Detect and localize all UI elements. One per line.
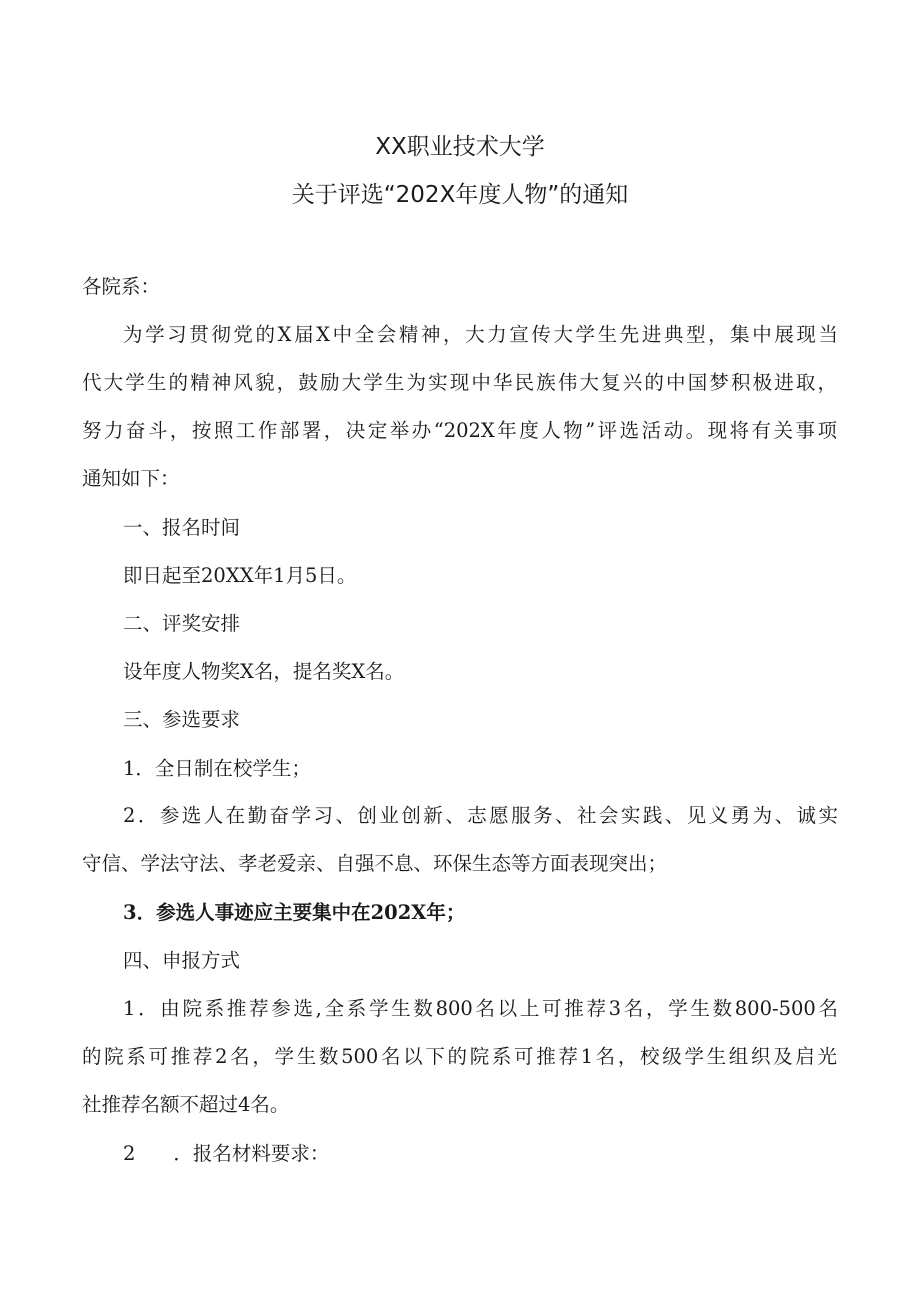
intro-line-3: 努力奋斗，按照工作部署，决定举办“202X年度人物”评选活动。现将有关事项 [82,419,837,442]
section1-text: 即日起至20XX年1月5日。 [123,564,357,587]
section2-heading: 二、评奖安排 [123,612,241,635]
section4-item1-line1: 1．由院系推荐参选,全系学生数800名以上可推荐3名，学生数800-500名 [123,997,838,1020]
intro-line-4: 通知如下： [82,467,180,490]
section3-item3: 3．参选人事迹应主要集中在202X年； [123,901,466,924]
document-title-line1: XX职业技术大学 [375,134,545,160]
section1-heading: 一、报名时间 [123,516,241,539]
section3-item1: 1．全日制在校学生； [123,757,311,780]
section3-item2-line2: 守信、学法守法、孝老爱亲、自强不息、环保生态等方面表现突出； [82,852,668,875]
section4-heading: 四、申报方式 [123,949,241,972]
section3-item2-line1: 2．参选人在勤奋学习、创业创新、志愿服务、社会实践、见义勇为、诚实 [123,804,838,827]
section4-item1-line3: 社推荐名额不超过4名。 [82,1093,290,1116]
section4-item1-line2: 的院系可推荐2名，学生数500名以下的院系可推荐1名，校级学生组织及启光 [82,1045,837,1068]
section3-heading: 三、参选要求 [123,708,241,731]
document-title-line2: 关于评选“202X年度人物”的通知 [291,182,629,208]
section4-item2-text: ．报名材料要求： [173,1142,330,1165]
salutation: 各院系： [82,275,161,298]
section2-text: 设年度人物奖X名，提名奖X名。 [123,660,405,683]
section4-item2 [123,1140,329,1168]
intro-line-2: 代大学生的精神风貌，鼓励大学生为实现中华民族伟大复兴的中国梦积极进取， [82,371,837,394]
intro-line-1: 为学习贯彻党的X届X中全会精神，大力宣传大学生先进典型，集中展现当 [123,323,838,346]
section4-item2-number: 2 [123,1142,136,1165]
